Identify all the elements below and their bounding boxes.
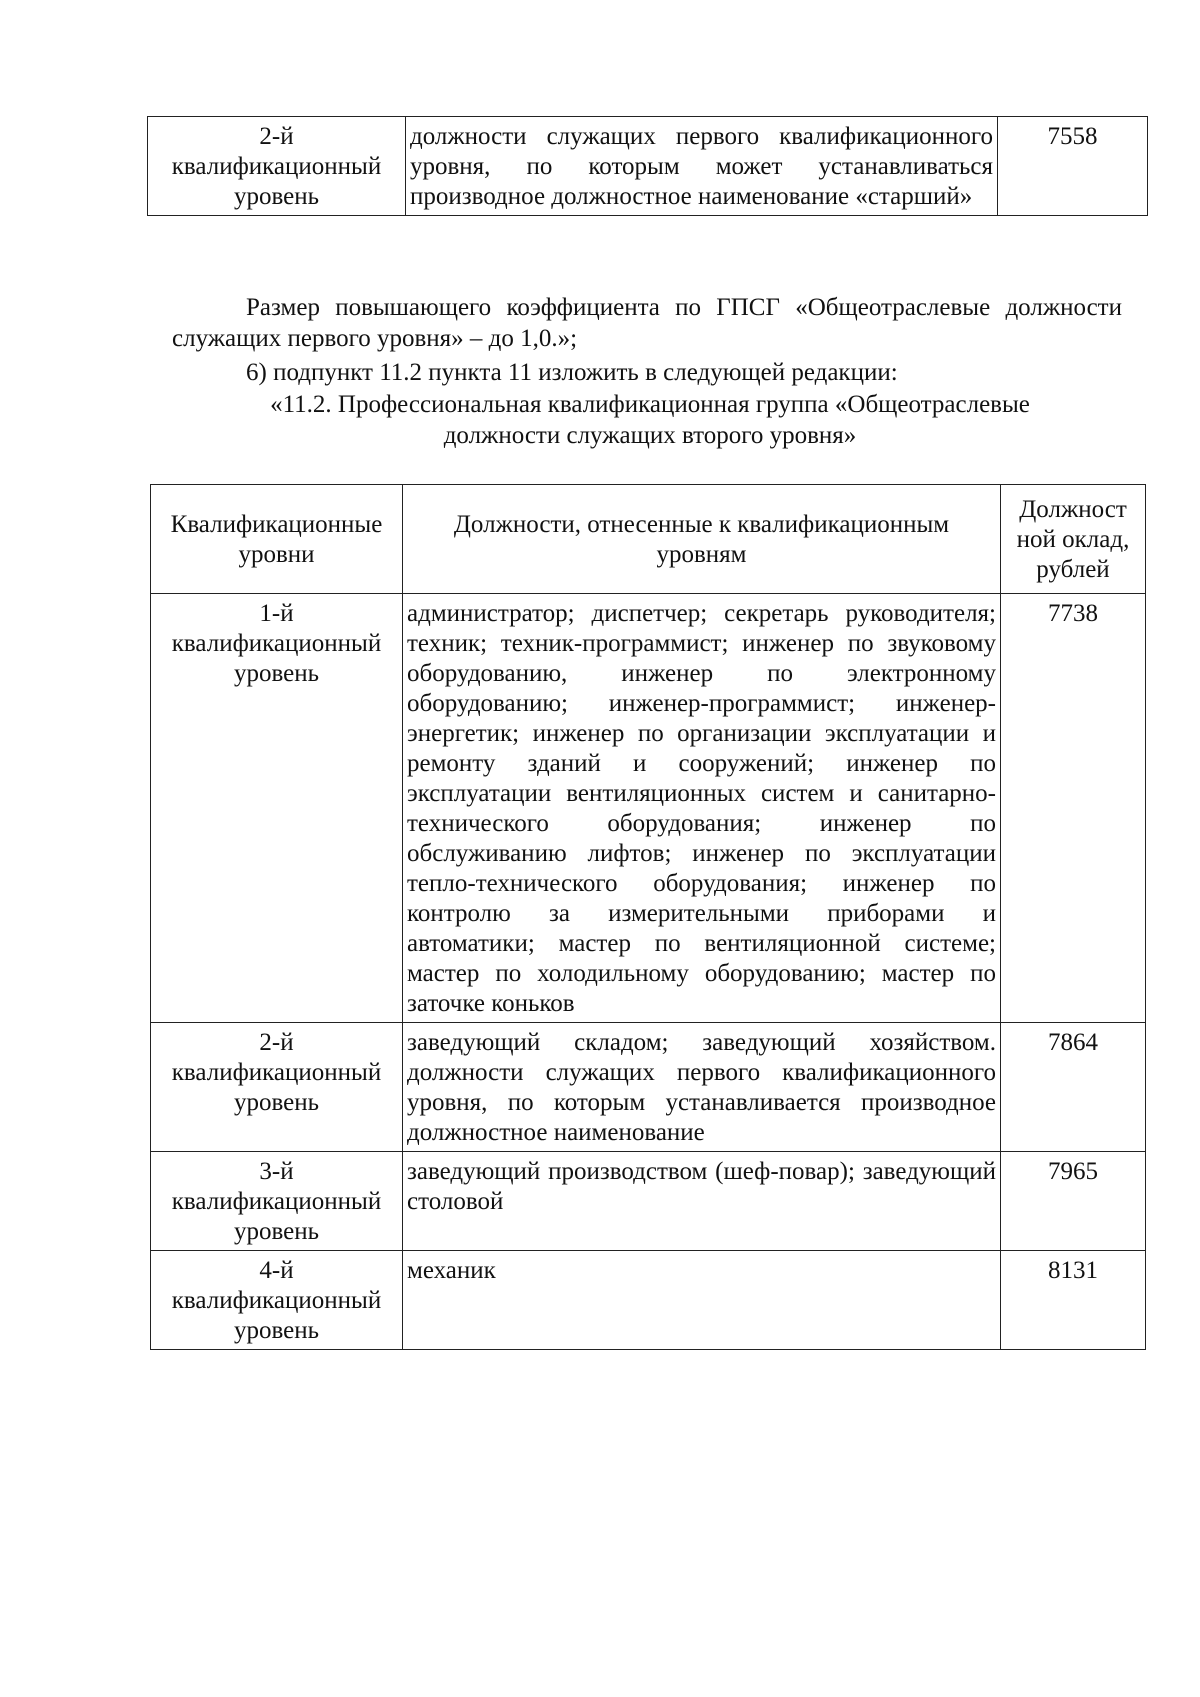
qualification-table <box>150 484 1146 1350</box>
level-cell <box>151 1023 403 1152</box>
level-number: 1-й <box>259 600 294 627</box>
level-cell <box>151 1251 403 1350</box>
positions-cell: заведующий производством (шеф-повар); заведующий столовой <box>403 1152 1001 1251</box>
positions-cell: заведующий складом; заведующий хозяйством. должности служащих первого квалификационного уровня, по которым устанавливается производное должностное наименование <box>403 1023 1001 1152</box>
level-suffix: уровень <box>233 1089 320 1116</box>
header-level-line-1: Квалификационные <box>170 511 383 538</box>
level-suffix: уровень <box>233 1218 320 1245</box>
level-word: квалификационный <box>171 153 382 180</box>
header-salary <box>1001 485 1146 594</box>
subitem-paragraph: 6) подпункт 11.2 пункта 11 изложить в следующей редакции: <box>246 359 898 386</box>
salary-cell: 7864 <box>1001 1023 1146 1152</box>
level-suffix: уровень <box>233 183 320 210</box>
header-positions-line-1: Должности, отнесенные к квалификационным <box>453 511 950 538</box>
level-word: квалификационный <box>171 1188 382 1215</box>
header-positions <box>403 485 1001 594</box>
level-cell <box>151 594 403 1023</box>
level-suffix: уровень <box>233 660 320 687</box>
salary-cell: 7738 <box>1001 594 1146 1023</box>
section-title-line-1: «11.2. Профессиональная квалификационная группа «Общеотраслевые <box>270 391 1030 418</box>
table-row <box>151 594 1146 1023</box>
level-number: 2-й <box>259 1029 294 1056</box>
header-salary-line-3: рублей <box>1036 556 1110 583</box>
level-cell <box>151 1152 403 1251</box>
level-word: квалификационный <box>171 1059 382 1086</box>
level-word: квалификационный <box>171 1287 382 1314</box>
salary-cell: 8131 <box>1001 1251 1146 1350</box>
level-word: квалификационный <box>171 630 382 657</box>
table-header-row <box>151 485 1146 594</box>
top-table <box>147 116 1148 216</box>
level-cell <box>148 117 406 216</box>
salary-cell: 7558 <box>998 117 1148 216</box>
header-salary-line-1: Должност <box>1019 496 1127 523</box>
table-row <box>151 1152 1146 1251</box>
table-row <box>151 1251 1146 1350</box>
header-salary-line-2: ной оклад, <box>1016 526 1130 553</box>
level-number: 4-й <box>259 1257 294 1284</box>
header-positions-line-2: уровням <box>656 541 747 568</box>
positions-cell: администратор; диспетчер; секретарь руководителя; техник; техник-программист; инженер по звуковому оборудованию, инженер по электронному оборудованию; инженер-программист; инженер-энергетик; инженер по организации эксплуатации и ремонту зданий и сооружений; инженер по эксплуатации вентиляционных систем и санитарно-технического оборудования; инженер по обслуживанию лифтов; инженер по эксплуатации тепло-технического оборудования; инженер по контролю за измерительными приборами и автоматики; мастер по вентиляционной системе; мастер по холодильному оборудованию; мастер по заточке коньков <box>403 594 1001 1023</box>
salary-cell: 7965 <box>1001 1152 1146 1251</box>
level-suffix: уровень <box>233 1317 320 1344</box>
section-title <box>170 389 1130 451</box>
level-number: 3-й <box>259 1158 294 1185</box>
table-row <box>148 117 1148 216</box>
level-number: 2-й <box>259 123 294 150</box>
table-row <box>151 1023 1146 1152</box>
header-level <box>151 485 403 594</box>
header-level-line-2: уровни <box>238 541 315 568</box>
positions-cell: механик <box>403 1251 1001 1350</box>
section-title-line-2: должности служащих второго уровня» <box>443 422 857 449</box>
positions-cell: должности служащих первого квалификационного уровня, по которым может устанавливаться производное должностное наименование «старший» <box>406 117 998 216</box>
coefficient-paragraph: Размер повышающего коэффициента по ГПСГ «Общеотраслевые должности служащих первого уровня» – до 1,0.»; <box>172 294 1122 352</box>
